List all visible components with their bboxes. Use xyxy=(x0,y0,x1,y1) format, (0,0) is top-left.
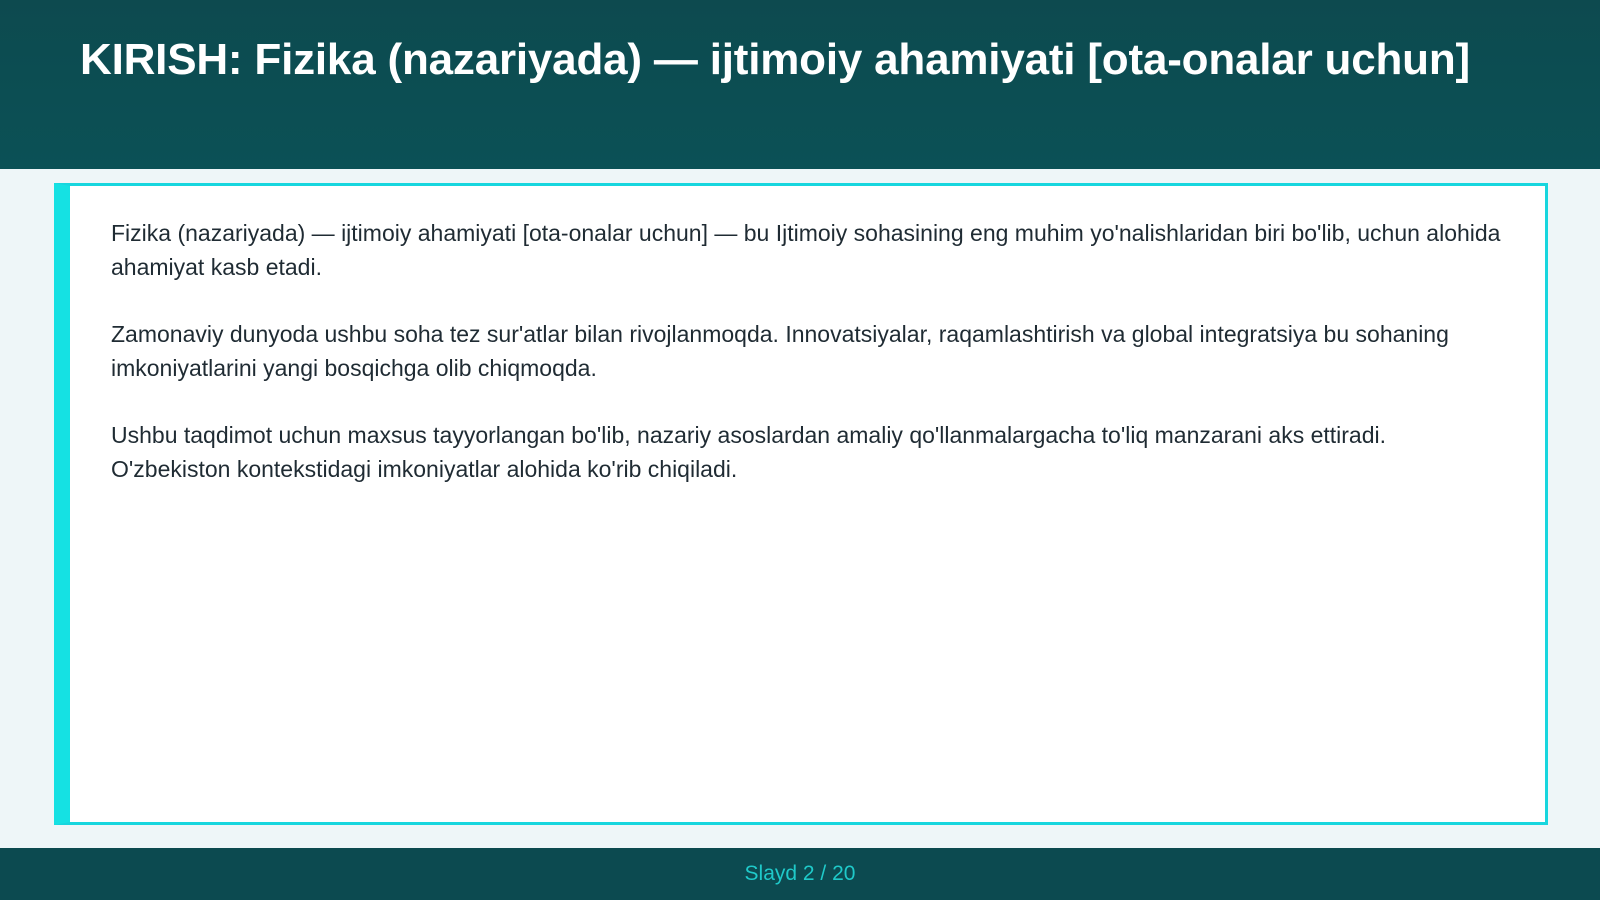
slide-title: KIRISH: Fizika (nazariyada) — ijtimoiy ahamiyati [ota-onalar uchun] xyxy=(80,35,1470,84)
paragraph-modern-world: Zamonaviy dunyoda ushbu soha tez sur'atlar bilan rivojlanmoqda. Innovatsiyalar, raqamlashtirish va global integratsiya bu sohaning imkoniyatlarini yangi bosqichga olib chiqmoqda. xyxy=(111,321,1449,381)
slide-header xyxy=(0,0,1600,169)
paragraph-presentation: Ushbu taqdimot uchun maxsus tayyorlangan bo'lib, nazariy asoslardan amaliy qo'llanmalargacha to'liq manzarani aks ettiradi. O'zbekiston kontekstidagi imkoniyatlar alohida ko'rib chiqiladi. xyxy=(111,422,1387,482)
paragraph-intro: Fizika (nazariyada) — ijtimoiy ahamiyati [ota-onalar uchun] — bu Ijtimoiy sohasining eng muhim yo'nalishlaridan biri bo'lib, uchun alohida ahamiyat kasb etadi. xyxy=(111,220,1501,280)
content-card xyxy=(54,183,1548,825)
slide-counter: Slayd 2 / 20 xyxy=(744,862,856,885)
slide-footer xyxy=(0,848,1600,900)
